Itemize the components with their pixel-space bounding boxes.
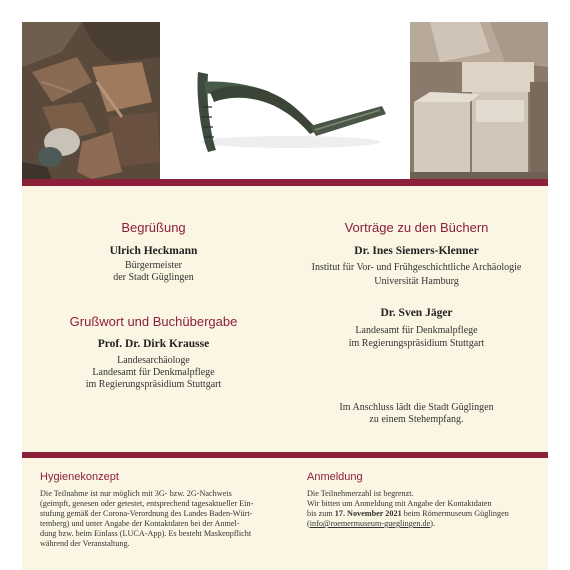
registration-heading: Anmeldung [307,471,363,483]
email-close-paren: ). [430,519,436,528]
talks-heading: Vorträge zu den Büchern [344,220,489,235]
hygiene-line: während der Veranstaltung. [40,539,130,548]
speaker2-line: Landesamt für Denkmalpflege [355,325,478,336]
hygiene-line: Die Teilnahme ist nur möglich mit 3G- bzw. 2G-Nachweis [40,489,232,498]
greeting-line: Landesamt für Denkmalpflege [92,367,215,378]
bronze-fibula-photo [160,22,410,179]
hygiene-line: (geimpft, genesen oder getestet, entsprechend tagesaktueller Ein- [40,499,254,508]
greeting-line: im Regierungspräsidium Stuttgart [85,379,222,390]
registration-deadline-line [307,509,509,519]
hygiene-line: stufung gemäß der Corona-Verordnung des Landes Baden-Würt- [40,509,253,518]
stone-altar-photo [410,22,548,179]
speaker2-name: Dr. Sven Jäger [380,307,453,319]
speaker2-line: im Regierungspräsidium Stuttgart [348,338,485,349]
closing-line: zu einem Stehempfang. [369,414,464,425]
registration-email-line [307,519,435,529]
registration-line: Wir bitten um Anmeldung mit Angabe der Kontaktdaten [307,499,492,508]
greeting-name: Prof. Dr. Dirk Krausse [97,338,210,350]
email-link[interactable]: info@roemermuseum-gueglingen.de [309,519,431,528]
welcome-name: Ulrich Heckmann [109,245,198,257]
email-open-paren: ( [307,519,310,528]
hygiene-line: temberg) und unter Angabe der Kontaktdaten bei der Anmel- [40,519,240,528]
greeting-line: Landesarchäologe [117,355,190,366]
welcome-heading: Begrüßung [121,220,186,235]
hygiene-line: dung bzw. beim Einlass (LUCA-App). Es besteht Maskenpflicht [40,529,252,538]
excavation-photo [22,22,160,179]
speaker1-name: Dr. Ines Siemers-Klenner [354,245,479,257]
greeting-heading: Grußwort und Buchübergabe [69,314,238,329]
closing-line: Im Anschluss lädt die Stadt Güglingen [339,402,494,413]
hygiene-heading: Hygienekonzept [40,471,119,483]
speaker1-line: Institut für Vor- und Frühgeschichtliche Archäologie [311,262,522,273]
deadline-suffix: beim Römermuseum Güglingen [401,509,509,518]
deadline-date: 17. November 2021 [334,509,402,518]
welcome-line: der Stadt Güglingen [113,272,194,283]
top-divider [22,179,548,186]
registration-line: Die Teilnehmerzahl ist begrenzt. [307,489,414,498]
welcome-line: Bürgermeister [124,260,183,271]
speaker1-line: Universität Hamburg [374,276,459,287]
deadline-prefix: bis zum [307,509,335,518]
